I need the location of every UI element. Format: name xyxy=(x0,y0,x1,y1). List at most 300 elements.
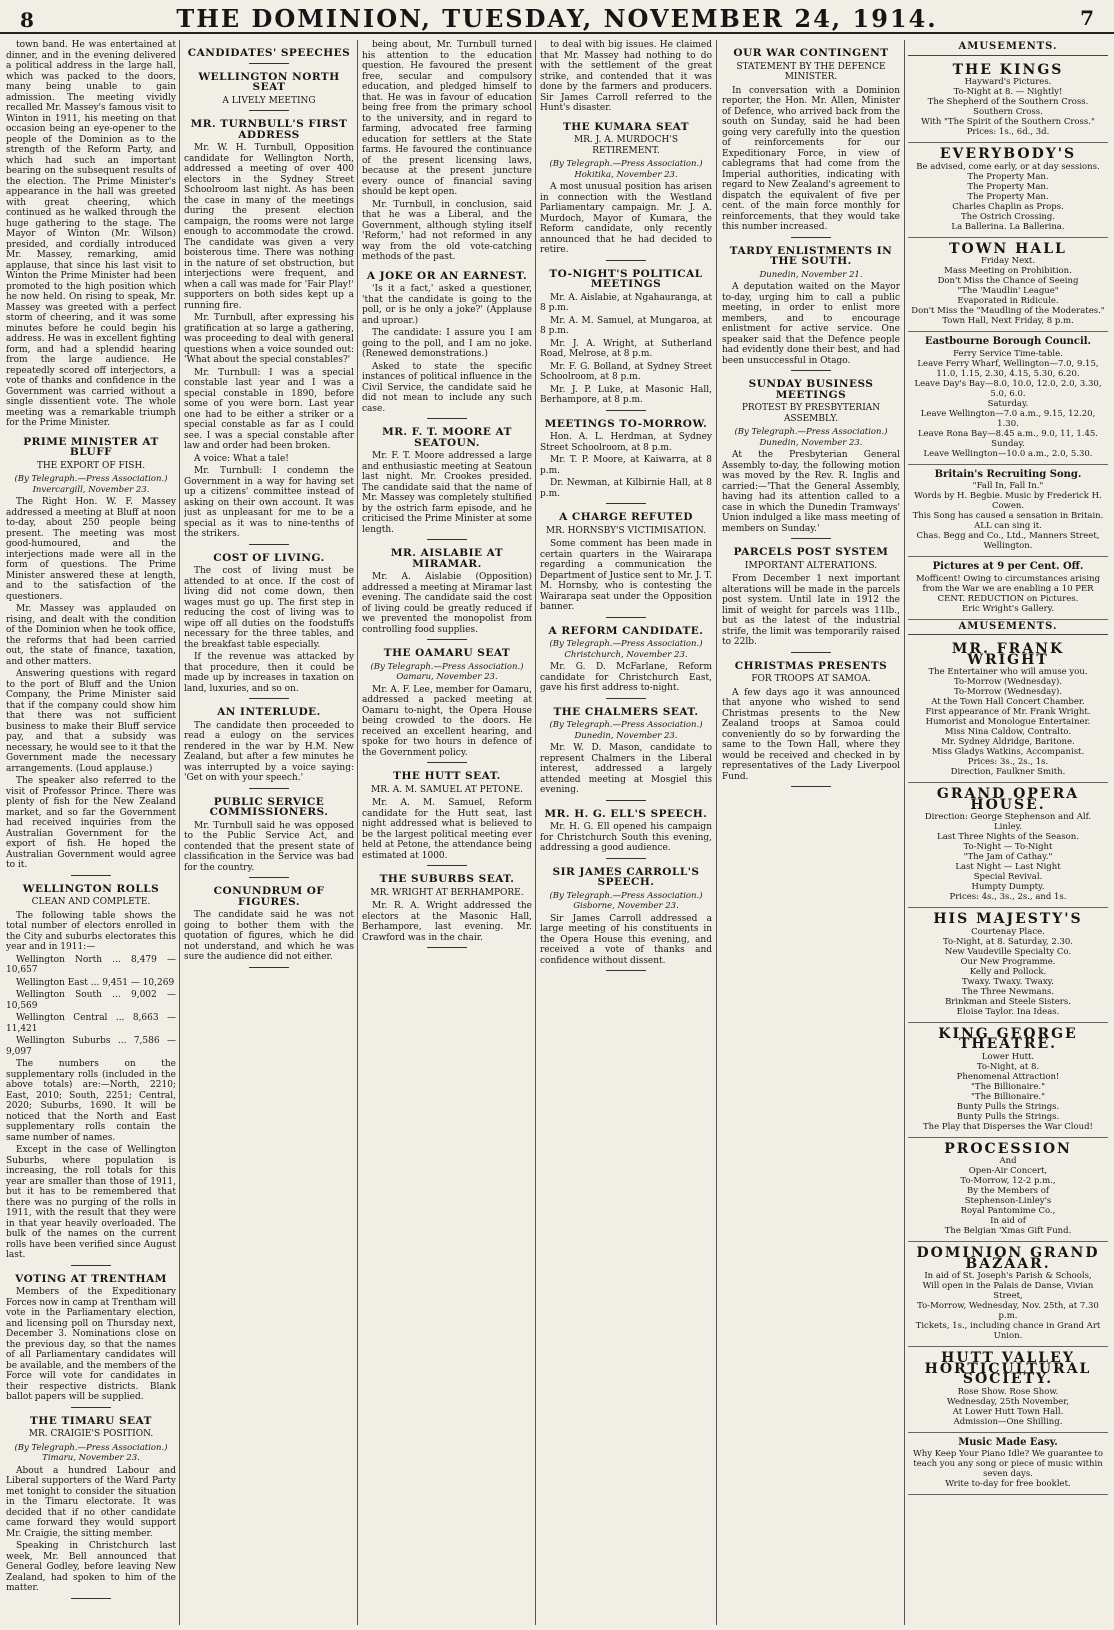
ad-heading: Eastbourne Borough Council. xyxy=(924,336,1092,347)
ad-line: "The 'Maudlin' League" xyxy=(957,286,1059,296)
ad-line: Leave Wellington—7.0 a.m., 9.15, 12.20, 1.30. xyxy=(920,408,1096,429)
ad-line: Our New Programme. xyxy=(960,956,1056,967)
article-headline: CONUNDRUM OF FIGURES. xyxy=(213,885,325,908)
article-paragraph: being about, Mr. Turnbull turned his attention to the education question. He favoured the present free, secular and compulsory education, and pledged himself to that. He was in favour of education being free from the primary school to the university, and in regard to farming, advocated free farming education for settlers at the State farms. He favoured the continuance of the present licensing laws, because at the present juncture every ounce of financial saving should be kept open. xyxy=(362,40,532,197)
section-divider xyxy=(606,970,646,971)
ad-heading: Music Made Easy. xyxy=(958,1436,1058,1448)
article-paragraph: Mr. G. D. McFarlane, Reform candidate for Christchurch East, gave his first address to-night. xyxy=(540,662,712,693)
article xyxy=(184,72,354,112)
ad-line: Royal Pantomime Co., xyxy=(960,1206,1056,1216)
article-paragraph: Mr. T. P. Moore, at Kaiwarra, at 8 p.m. xyxy=(540,455,712,476)
article-headline: THE OAMARU SEAT xyxy=(383,647,511,659)
article-headline: THE CHALMERS SEAT. xyxy=(553,705,699,718)
article-paragraph: From December 1 next important alterations will be made in the parcels post system. Until late in 1912 the limit of weight for parcels was 11lb., but as the latest of the industrial strife, the limit was temporarily raised to 22lb. xyxy=(722,574,900,647)
article xyxy=(6,1274,176,1408)
article-paragraph: Wellington Suburbs ... 7,586 — 9,097 xyxy=(6,1036,176,1057)
advertisement xyxy=(908,1433,1108,1496)
article-headline: VOTING AT TRENTHAM xyxy=(15,1272,167,1285)
section-divider xyxy=(606,260,646,261)
article-paragraph: Wellington East ... 9,451 — 10,269 xyxy=(16,977,175,988)
ad-line: To-Night, at 8. Saturday, 2.30. xyxy=(943,936,1073,947)
ad-line: Prices: 1s., 6d., 3d. xyxy=(966,127,1050,137)
article-paragraph: At the Presbyterian General Assembly to-day, the following motion was moved by the Rev. R. Inglis and carried:—'That the General Assembly, having had its attention called to a case in which the Dunedin Tramways' Union indulged a like mass meeting of members on Sunday.' xyxy=(722,450,900,534)
advertisement xyxy=(908,59,1108,144)
ad-line: To-Night, at 8. xyxy=(976,1061,1040,1072)
article-paragraph: In conversation with a Dominion reporter, the Hon. Mr. Allen, Minister of Defence, who arrived back from the south on Sunday, said he had been going very carefully into the question of reinforcements for our Expeditionary Force, in view of cablegrams that had come from the Imperial authorities, indicating with regard to New Zealand's agreement to dispatch the equivalent of five per cent. of the main force monthly for reinforcements, that they would take this number increased. xyxy=(722,85,900,232)
column-2 xyxy=(184,40,354,1625)
article-headline: WELLINGTON ROLLS xyxy=(22,882,160,895)
article-paragraph: About a hundred Labour and Liberal supporters of the Ward Party met tonight to consider the situation in the Timaru electorate. It was decided that if no other candidate came forward they would support Mr. Craigie, the sitting member. xyxy=(6,1465,176,1539)
article-paragraph: Mr. H. G. Ell opened his campaign for Christchurch South this evening, addressing a good audience. xyxy=(540,822,712,853)
article-paragraph: Mr. Turnbull, after expressing his gratification at so large a gathering, was proceeding to deal with general questions when a voice sounded out: 'What about the special constables?' xyxy=(184,313,354,365)
article-headline: WELLINGTON NORTH SEAT xyxy=(198,70,340,93)
article-paragraph: Mr. Turnbull, in conclusion, said that he was a Liberal, and the Government, although styling itself 'Reform,' had not reformed in any way from the old vote-catching methods of the past. xyxy=(362,199,532,262)
article-dateline: (By Telegraph.—Press Association.) Hokitika, November 23. xyxy=(549,159,703,180)
article-paragraph: town band. He was entertained at dinner, and in the evening delivered a political address in the large hall, which was packed to the doors, many being unable to gain admission. The meeting vividly recalled Mr. Massey's famous visit to Winton in 1911, his meeting on that occasion being an eye-opener to the people of the Dominion as to the strength of the Reform Party, and which had such an important bearing on the subsequent results of the election. The Prime Minister's appearance in the hall was greeted with great cheering, which continued as he walked through the huge gathering to the stage. The Mayor of Winton (Mr. Wilson) presided, and cordially introduced Mr. Massey, remarking, amid applause, that since his last visit to Winton the Prime Minister had been promoted to the high position which he now held. On rising to speak, Mr. Massey was greeted with a perfect storm of cheering, and it was some minutes before he could begin his address. He was in excellent fighting form, and had a splendid hearing from the large audience. He repeatedly scored off interjectors, a vote of thanks and confidence in the Government was carried without a single dissentient vote. The whole meeting was a remarkable triumph for the Prime Minister. xyxy=(6,40,176,428)
advertisement xyxy=(908,238,1108,333)
article-headline: MR. AISLABIE AT MIRAMAR. xyxy=(390,547,504,570)
ad-title: THE KINGS xyxy=(952,61,1064,78)
article xyxy=(362,771,532,866)
ad-title: PROCESSION xyxy=(944,1140,1072,1157)
article xyxy=(722,379,900,539)
ad-title: EVERYBODY'S xyxy=(939,146,1077,162)
section-divider xyxy=(249,698,289,699)
ad-line: Bunty Pulls the Strings. xyxy=(956,1111,1060,1122)
section-divider xyxy=(791,652,831,653)
article xyxy=(6,437,176,876)
ad-line: New Vaudeville Specialty Co. xyxy=(944,946,1072,957)
article xyxy=(540,419,712,505)
ad-line: The Three Newmans. xyxy=(961,986,1055,997)
ad-line: Brinkman and Steele Sisters. xyxy=(945,996,1071,1007)
article-headline: THE KUMARA SEAT xyxy=(562,120,690,133)
section-divider xyxy=(249,63,289,64)
article xyxy=(540,269,712,411)
article-paragraph: Mr. Turnbull said he was opposed to the Public Service Act, and contended that the present state of classification in the Service was bad for the country. xyxy=(184,820,354,873)
article-headline: THE HUTT SEAT. xyxy=(393,770,501,782)
ad-line: To-Morrow (Wednesday). xyxy=(953,687,1063,697)
column-4 xyxy=(540,40,712,1625)
article xyxy=(540,512,712,618)
ad-line: This Song has caused a sensation in Britain. ALL can sing it. xyxy=(912,511,1104,531)
section-divider xyxy=(71,875,111,876)
ad-line: First appearance of Mr. Frank Wright. xyxy=(925,707,1091,717)
page-number: 7 xyxy=(1080,6,1094,30)
ad-line: Rose Show. Rose Show. xyxy=(957,1386,1059,1397)
ad-line: Charles Chaplin as Props. xyxy=(952,201,1064,212)
article-paragraph: Mr. R. A. Wright addressed the electors at the Masonic Hall, Berhampore, last evening. Mr. Crawford was in the chair. xyxy=(362,901,532,943)
section-divider xyxy=(427,865,467,866)
ad-line: The Shepherd of the Southern Cross. xyxy=(927,97,1089,107)
section-divider xyxy=(249,877,289,878)
column-rule xyxy=(179,40,180,1625)
ad-line: Will open in the Palais de Danse, Vivian Street, xyxy=(922,1281,1094,1301)
section-divider xyxy=(427,947,467,948)
article-paragraph: The Right Hon. W. F. Massey addressed a meeting at Bluff at noon to-day, about 250 people being present. The meeting was most good-humoured, and the interjections made were all in the form of questions. The Prime Minister answered these at length, and to the satisfaction of the questioners. xyxy=(6,497,176,602)
section-divider xyxy=(249,110,289,111)
ad-line: The Property Man. xyxy=(967,191,1049,202)
article-paragraph: Except in the case of Wellington Suburbs, where population is increasing, the roll totals for this year are smaller than those of 1911, but it has to be remembered that there was no purging of the rolls in 1911, with the result that they were in that year heavily overloaded. The bulk of the names on the current rolls have been verified since August last. xyxy=(6,1145,176,1260)
article xyxy=(540,867,712,972)
section-divider xyxy=(427,639,467,640)
article-subhead: THE EXPORT OF FISH. xyxy=(36,460,146,471)
ad-line: Phenomenal Attraction! xyxy=(956,1071,1060,1082)
article xyxy=(540,809,712,859)
ad-heading: Britain's Recruiting Song. xyxy=(934,468,1082,480)
advertisement xyxy=(908,783,1108,908)
article xyxy=(6,1416,176,1599)
ad-line: "The Jam of Cathay." xyxy=(963,852,1053,862)
ad-line: Leave Wellington—10.0 a.m., 2.0, 5.30. xyxy=(923,448,1093,459)
article-paragraph: Sir James Carroll addressed a large meeting of his constituents in the Opera House this evening, and received a vote of thanks and confidence without dissent. xyxy=(540,913,712,966)
ad-line: At Lower Hutt Town Hall. xyxy=(952,1406,1064,1417)
section-divider xyxy=(249,544,289,545)
ad-line: At the Town Hall Concert Chamber. xyxy=(931,697,1085,707)
section-divider xyxy=(606,800,646,801)
ad-line: Sunday. xyxy=(991,438,1025,449)
ad-line: Humpty Dumpty. xyxy=(971,882,1045,892)
article-dateline: (By Telegraph.—Press Association.) Dunedin, November 23. xyxy=(549,720,703,741)
article-headline: TARDY ENLISTMENTS IN THE SOUTH. xyxy=(729,244,893,267)
ad-line: Courtenay Place. xyxy=(971,926,1045,937)
section-divider xyxy=(791,370,831,371)
ad-line: Prices: 3s., 2s., 1s. xyxy=(967,757,1049,767)
ad-line: In aid of St. Joseph's Parish & Schools, xyxy=(924,1271,1092,1281)
article-headline: AN INTERLUDE. xyxy=(217,706,321,718)
article-paragraph: Dr. Newman, at Kilbirnie Hall, at 8 p.m. xyxy=(540,478,712,499)
article-paragraph: Mr. J. A. Wright, at Sutherland Road, Melrose, at 8 p.m. xyxy=(540,338,712,359)
article xyxy=(184,886,354,968)
article-paragraph: Mr. Massey was applauded on rising, and dealt with the condition of the Dominion when he took office, the reforms that had been carried out, the state of finance, taxation, and other matters. xyxy=(6,604,176,667)
article-subhead: IMPORTANT ALTERATIONS. xyxy=(744,560,878,571)
ad-line: Don't Miss the "Maudling of the Moderates." xyxy=(911,306,1105,316)
section-divider xyxy=(606,503,646,504)
article-headline: SIR JAMES CARROLL'S SPEECH. xyxy=(552,865,700,888)
section-divider xyxy=(427,418,467,419)
ad-line: Evaporated in Ridicule. xyxy=(957,296,1059,306)
article-paragraph: Speaking in Christchurch last week, Mr. Bell announced that General Godley, before leaving New Zealand, had spoken to him of the matter. xyxy=(6,1541,176,1593)
article-headline: MEETINGS TO-MORROW. xyxy=(544,417,708,430)
column-5 xyxy=(722,40,900,1625)
section-divider xyxy=(249,788,289,789)
section-divider xyxy=(427,762,467,763)
ad-title: MR. FRANK WRIGHT xyxy=(951,641,1065,668)
article-headline: TO-NIGHT'S POLITICAL MEETINGS xyxy=(549,267,703,290)
article-paragraph: Mr. A. Aislabie (Opposition) addressed a meeting at Miramar last evening. The candidate said the cost of living could be greatly reduced if we prevented the monopolist from controlling food supplies. xyxy=(362,572,532,635)
advertisement xyxy=(908,638,1108,783)
article-headline: A JOKE OR AN EARNEST. xyxy=(366,269,528,282)
ad-line: Why Keep Your Piano Idle? We guarantee to teach you any song or piece of music within seven days. xyxy=(913,1449,1103,1479)
article-dateline: (By Telegraph.—Press Association.) Dunedin, November 23. xyxy=(734,427,888,448)
advertisement xyxy=(908,1242,1108,1347)
article-headline: THE SUBURBS SEAT. xyxy=(379,873,515,885)
article xyxy=(6,884,176,1266)
article-headline: SUNDAY BUSINESS MEETINGS xyxy=(748,378,874,401)
article xyxy=(722,661,900,788)
ad-line: In aid of xyxy=(990,1216,1026,1226)
article xyxy=(184,707,354,789)
ad-line: Prices: 4s., 3s., 2s., and 1s. xyxy=(949,892,1067,902)
article-dateline: (By Telegraph.—Press Association.) Invercargill, November 23. xyxy=(14,474,168,495)
article-paragraph: A most unusual position has arisen in connection with the Westland Parliamentary campaign. Mr. J. A. Murdoch, Mayor of Kumara, the Reform candidate, only recently announced that he had decided to retire. xyxy=(540,182,712,255)
ad-line: The Property Man. xyxy=(967,171,1049,182)
article-subhead: CLEAN AND COMPLETE. xyxy=(31,897,151,907)
article-paragraph: Mr. W. D. Mason, candidate to represent Chalmers in the Liberal interest, addressed a largely attended meeting at Mosgiel this evening. xyxy=(540,743,712,795)
article-paragraph: The candidate: I assure you I am going to the poll, and I am no joke. (Renewed demonstrations.) xyxy=(362,328,532,359)
article-paragraph: The candidate said he was not going to bother them with the quotation of figures, which he did not understand, and which he was sure the audience did not either. xyxy=(184,910,354,962)
article-paragraph: Mr. A. M. Samuel, at Mungaroa, at 8 p.m. xyxy=(540,315,712,336)
advertisement xyxy=(908,557,1108,620)
ad-line: "The Billionaire." xyxy=(971,1091,1045,1102)
ad-line: Twaxy. Twaxy. Twaxy. xyxy=(961,976,1055,987)
article-paragraph: Mr. Turnbull: I condemn the Government in a way for having set up a citizens' committee instead of asking on their own account. It was just as unpleasant for me to be a special as it was to nine-tenths of the strikers. xyxy=(184,466,354,539)
article-paragraph: Mr. J. P. Luke, at Masonic Hall, Berhampore, at 8 p.m. xyxy=(540,384,712,405)
ad-line: Open-Air Concert, xyxy=(968,1166,1048,1176)
article xyxy=(722,547,900,653)
ad-line: Leave Day's Bay—8.0, 10.0, 12.0, 2.0, 3.30, 5.0, 6.0. xyxy=(914,378,1102,399)
ad-line: Chas. Begg and Co., Ltd., Manners Street, Wellington. xyxy=(916,531,1100,551)
ad-line: Eric Wright's Gallery. xyxy=(961,603,1055,614)
ad-line: Stephenson-Linley's xyxy=(964,1196,1052,1206)
ad-line: To-Morrow, 12-2 p.m., xyxy=(960,1176,1056,1186)
article xyxy=(722,48,900,238)
article-headline: A REFORM CANDIDATE. xyxy=(548,624,704,637)
article-paragraph: Wellington Central ... 8,663 — 11,421 xyxy=(6,1013,176,1034)
ad-title: TOWN HALL xyxy=(949,240,1067,257)
masthead xyxy=(0,0,1114,34)
ad-line: Lower Hutt. xyxy=(981,1051,1035,1062)
ad-line: Direction, Faulkner Smith. xyxy=(950,767,1066,777)
article-paragraph: If the revenue was attacked by that procedure, then it could be made up by increases in taxation on land, luxuries, and so on. xyxy=(184,652,354,694)
column-rule xyxy=(535,40,536,1625)
ad-line: To-Morrow, Wednesday, Nov. 25th, at 7.30 p.m. xyxy=(917,1301,1099,1321)
ad-line: Write to-day for free booklet. xyxy=(945,1479,1071,1489)
ad-line: Direction: George Stephenson and Alf. Linley. xyxy=(924,812,1092,832)
advertisement xyxy=(908,143,1108,238)
ad-line: To-Night — To-Night xyxy=(963,842,1053,852)
article-subhead: MR. A. M. SAMUEL AT PETONE. xyxy=(371,784,523,795)
ad-line: Last Night — Last Night xyxy=(955,862,1061,872)
ad-line: Special Revival. xyxy=(973,872,1043,882)
ad-heading: Pictures at 9 per Cent. Off. xyxy=(932,561,1084,572)
ad-title: DOMINION GRAND BAZAAR. xyxy=(916,1245,1100,1272)
article-paragraph: A voice: What a tale! xyxy=(194,453,289,464)
article-paragraph: Mr. F. G. Bolland, at Sydney Street Schoolroom, at 8 p.m. xyxy=(540,361,712,382)
ad-line: The Entertainer who will amuse you. xyxy=(928,667,1088,677)
article-paragraph: Answering questions with regard to the port of Bluff and the Union Company, the Prime Minister said that if the company could show him that there was not sufficient business to make their Bluff service pay, and that a subsidy was necessary, he would see to it that the Government made the necessary arrangements. (Loud applause.) xyxy=(6,669,176,774)
article xyxy=(184,48,354,64)
ad-line: La Ballerina. La Ballerina. xyxy=(951,221,1065,232)
ad-line: Saturday. xyxy=(987,398,1029,409)
article xyxy=(362,271,532,420)
advertisement xyxy=(908,1138,1108,1243)
article xyxy=(184,797,354,879)
article-dateline: Dunedin, November 21. xyxy=(759,269,863,280)
ad-line: By the Members of xyxy=(966,1186,1050,1196)
article-headline: MR. TURNBULL'S FIRST ADDRESS xyxy=(190,118,348,141)
article-paragraph: Wellington South ... 9,002 — 10,569 xyxy=(6,990,176,1011)
ad-line: And xyxy=(999,1156,1017,1166)
section-label: AMUSEMENTS. xyxy=(908,42,1108,56)
ad-line: Don't Miss the Chance of Seeing xyxy=(937,276,1079,286)
ad-line: Leave Ferry Wharf, Wellington—7.0, 9.15, 11.0, 1.15, 2.30, 4.15, 5.30, 6.20. xyxy=(917,358,1099,379)
ad-line: Hayward's Pictures. xyxy=(964,77,1052,87)
article-headline: COST OF LIVING. xyxy=(213,551,325,564)
ad-title: GRAND OPERA HOUSE. xyxy=(936,786,1080,813)
article-subhead: PROTEST BY PRESBYTERIAN ASSEMBLY. xyxy=(741,403,881,424)
article xyxy=(362,874,532,948)
article xyxy=(184,553,354,700)
section-divider xyxy=(249,967,289,968)
section-divider xyxy=(791,538,831,539)
article xyxy=(722,246,900,372)
article-paragraph: Mr. A. F. Lee, member for Oamaru, addressed a packed meeting at Oamaru to-night, the Opera House being crowded to the doors. He received an excellent hearing, and spoke for two hours in defence of the Government policy. xyxy=(362,684,532,758)
ad-line: Ferry Service Time-table. xyxy=(953,348,1063,359)
section-divider xyxy=(71,1407,111,1408)
column-3 xyxy=(362,40,532,1625)
page-number-left: 8 xyxy=(20,8,34,32)
ad-line: Miss Nina Caldow, Contralto. xyxy=(944,727,1072,737)
ad-line: Words by H. Begbie. Music by Frederick H. Cowen. xyxy=(914,491,1102,511)
article xyxy=(184,119,354,545)
column-1 xyxy=(6,40,176,1625)
column-6-advertisements xyxy=(908,40,1108,1625)
article-paragraph: The following table shows the total number of electors enrolled in the City and suburbs electorates this year and in 1911:— xyxy=(6,910,176,952)
article xyxy=(540,122,712,261)
section-divider xyxy=(71,1265,111,1266)
ad-line: The Belgian 'Xmas Gift Fund. xyxy=(944,1226,1072,1236)
article-headline: OUR WAR CONTINGENT xyxy=(733,47,889,59)
ad-line: The Ostrich Crossing. xyxy=(960,211,1056,222)
ad-line: Friday Next. xyxy=(980,256,1036,266)
ad-line: To-Morrow (Wednesday). xyxy=(953,677,1063,687)
ad-title: KING GEORGE THEATRE. xyxy=(938,1025,1078,1052)
column-rule xyxy=(357,40,358,1625)
advertisement xyxy=(908,332,1108,465)
article-headline: MR. H. G. ELL'S SPEECH. xyxy=(544,807,708,820)
article-subhead: MR. HORNSBY'S VICTIMISATION. xyxy=(545,525,707,536)
ad-title: HIS MAJESTY'S xyxy=(933,911,1083,927)
article-paragraph: The cost of living must be attended to at once. If the cost of living did not come down, then wages must go up. The first step in reducing the cost of living was to wipe off all duties on the foodstuffs necessary for the three tables, and the breakfast table especially. xyxy=(184,566,354,650)
ad-line: Humorist and Monologue Entertainer. xyxy=(925,717,1091,727)
article-paragraph: The candidate then proceeded to read a eulogy on the services rendered in the war by H.M. New Zealand, but after a few minutes he was interrupted by a voice saying: 'Get on with your speech.' xyxy=(184,720,354,783)
ad-line: "Fall In, Fall In." xyxy=(972,481,1044,491)
ad-line: Admission—One Shilling. xyxy=(953,1416,1063,1427)
ad-line: "The Billionaire." xyxy=(971,1081,1045,1092)
article-headline: PRIME MINISTER AT BLUFF xyxy=(23,435,159,458)
article-headline: PUBLIC SERVICE COMMISSIONERS. xyxy=(209,795,329,818)
article-paragraph: Mr. Turnbull: I was a special constable last year and I was a special constable in 1890, before some of you were born. Last year one had to be either a striker or a special constable as far as I could see. I was a special constable after law and order had been broken. xyxy=(184,367,354,451)
article xyxy=(540,626,712,699)
newspaper-title: THE DOMINION, TUESDAY, NOVEMBER 24, 1914. xyxy=(176,4,938,33)
section-divider xyxy=(71,1598,111,1599)
article-paragraph: to deal with big issues. He claimed that Mr. Massey had nothing to do with the settlement of the great strike, and contended that it was done by the farmers and producers. Sir James Carroll referred to the Hunt's disaster. xyxy=(540,40,712,113)
section-divider xyxy=(606,858,646,859)
ad-line: Be advised, come early, or at day sessions. xyxy=(916,161,1100,172)
section-divider xyxy=(606,410,646,411)
article-paragraph: 'Is it a fact,' asked a questioner, 'that the candidate is going to the poll, or is he only a joke?' (Applause and uproar.) xyxy=(362,284,532,326)
article xyxy=(362,40,532,263)
article-subhead: MR. CRAIGIE'S POSITION. xyxy=(28,1429,154,1439)
column-rule xyxy=(716,40,717,1625)
article-paragraph: A deputation waited on the Mayor to-day, urging him to call a public meeting, in order to enlist more members, and to encourage enlistment for active service. One speaker said that the Defence people had evidently done their best, and had been unsuccessful in Otago. xyxy=(722,282,900,366)
article-headline: CANDIDATES' SPEECHES xyxy=(187,47,351,59)
article xyxy=(362,427,532,540)
article-paragraph: Hon. A. L. Herdman, at Sydney Street Schoolroom, at 8 p.m. xyxy=(540,432,712,453)
article xyxy=(540,40,712,114)
ad-line: Town Hall, Next Friday, 8 p.m. xyxy=(942,316,1074,326)
article-paragraph: A few days ago it was announced that anyone who wished to send Christmas presents to the New Zealand troops at Samoa could conveniently do so by forwarding the same to the Town Hall, where they would be received and checked in by representatives of the Lady Liverpool Fund. xyxy=(722,687,900,782)
article xyxy=(362,648,532,763)
ad-title: HUTT VALLEY HORTICULTURAL SOCIETY. xyxy=(924,1350,1092,1387)
ad-line: Leave Rona Bay—8.45 a.m., 9.0, 11, 1.45. xyxy=(918,428,1098,439)
article-subhead: STATEMENT BY THE DEFENCE MINISTER. xyxy=(736,61,886,82)
article-paragraph: Members of the Expeditionary Forces now in camp at Trentham will vote in the Parliamentary election, and licensing poll on Thursday next, December 3. Nominations close on the previous day, so that the names of all Parliamentary candidates will be available, and the members of the Force will vote for candidates in their respective districts. Blank ballot papers will be supplied. xyxy=(6,1287,176,1402)
article-paragraph: Wellington North ... 8,479 — 10,657 xyxy=(6,954,176,975)
article-paragraph: Asked to state the specific instances of political influence in the Civil Service, the candidate said he did not mean to include any such case. xyxy=(362,361,532,414)
section-divider xyxy=(606,617,646,618)
article-paragraph: The numbers on the supplementary rolls (included in the above totals) are:—North, 2210; East, 2010; South, 2251; Central, 2020; Suburbs, 1690. It will be noticed that the North and East supplementary rolls contain the same number of names. xyxy=(6,1059,176,1143)
ad-line: The Property Man. xyxy=(967,181,1049,192)
ad-line: Tickets, 1s., including chance in Grand Art Union. xyxy=(915,1321,1101,1341)
ad-line: Mass Meeting on Prohibition. xyxy=(944,266,1072,276)
ad-line: To-Night at 8. — Nightly! xyxy=(953,87,1063,97)
ad-line: Wednesday, 25th November, xyxy=(946,1396,1070,1407)
article-headline: CHRISTMAS PRESENTS xyxy=(734,659,888,672)
ad-line: Mr. Sydney Aldridge, Baritone. xyxy=(941,737,1075,747)
ad-line: Southern Cross. xyxy=(973,107,1043,117)
ad-line: With "The Spirit of the Southern Cross." xyxy=(921,117,1095,127)
ad-line: Bunty Pulls the Strings. xyxy=(956,1101,1060,1112)
advertisement xyxy=(908,908,1108,1023)
article-paragraph: Mr. A. Aislabie, at Ngahauranga, at 8 p.m. xyxy=(540,292,712,313)
article-dateline: (By Telegraph.—Press Association.) Christchurch, November 23. xyxy=(549,639,703,660)
column-rule xyxy=(904,40,905,1625)
ad-line: Miss Gladys Watkins, Accompanist. xyxy=(931,747,1085,757)
ad-line: Mofficent! Owing to circumstances arising from the War we are enabling a 10 PER CENT. REDUCTION on Pictures. xyxy=(915,573,1101,604)
advertisement xyxy=(908,1347,1108,1433)
article-dateline: (By Telegraph.—Press Association.) Timaru, November 23. xyxy=(14,1442,168,1463)
section-divider xyxy=(427,539,467,540)
article-paragraph: Mr. A. M. Samuel, Reform candidate for the Hutt seat, last night addressed what is believed to be the largest political meeting ever held at Petone, the attendance being estimated at 1000. xyxy=(362,798,532,861)
article-subhead: A LIVELY MEETING xyxy=(222,95,316,106)
advertisement xyxy=(908,465,1108,558)
ad-line: Last Three Nights of the Season. xyxy=(937,832,1079,842)
article-headline: A CHARGE REFUTED xyxy=(559,511,693,523)
article-dateline: (By Telegraph.—Press Association.) Oamaru, November 23. xyxy=(370,661,524,682)
section-divider xyxy=(791,786,831,787)
article xyxy=(362,548,532,640)
ad-line: Eloise Taylor. Ina Ideas. xyxy=(956,1006,1060,1017)
article-paragraph: Mr. W. H. Turnbull, Opposition candidate for Wellington North, addressed a meeting of over 400 electors in the Sydney Street Schoolroom last night. As has been the case in many of the meetings during the present election campaign, the rooms were not large enough to accommodate the crowd. The candidate was given a very boisterous time. There was nothing in the nature of set obstruction, but interjections were frequent, and when a call was made for 'Fair Play!' supporters on both sides kept up a running fire. xyxy=(184,143,354,311)
article-subhead: FOR TROOPS AT SAMOA. xyxy=(751,674,871,684)
article xyxy=(540,707,712,801)
section-divider xyxy=(606,698,646,699)
article-subhead: MR. WRIGHT AT BERHAMPORE. xyxy=(370,887,524,898)
article-paragraph: Some comment has been made in certain quarters in the Wairarapa regarding a communication the Department of Justice sent to Mr. J. T. M. Hornsby, who is contesting the Wairarapa seat under the Opposition banner. xyxy=(540,539,712,612)
article-paragraph: The speaker also referred to the visit of Professor Prince. There was plenty of fish for the New Zealand market, and so far the Government had received inquiries from the Australian Government for the export of fish. He hoped the Australian Government would agree to it. xyxy=(6,776,176,870)
section-divider xyxy=(791,237,831,238)
section-label: AMUSEMENTS. xyxy=(908,622,1108,636)
article-subhead: MR. J. A. MURDOCH'S RETIREMENT. xyxy=(573,135,679,156)
article-headline: PARCELS POST SYSTEM xyxy=(733,546,889,558)
ad-line: The Play that Disperses the War Cloud! xyxy=(923,1121,1093,1132)
ad-line: Kelly and Pollock. xyxy=(969,966,1047,977)
advertisement xyxy=(908,1023,1108,1138)
article-paragraph: Mr. F. T. Moore addressed a large and enthusiastic meeting at Seatoun last night. Mr. Crookes presided. The candidate said that the name of Mr. Massey was completely stultified by the ostrich farm episode, and he criticised the Prime Minister at some length. xyxy=(362,451,532,535)
article-headline: THE TIMARU SEAT xyxy=(30,1414,152,1427)
